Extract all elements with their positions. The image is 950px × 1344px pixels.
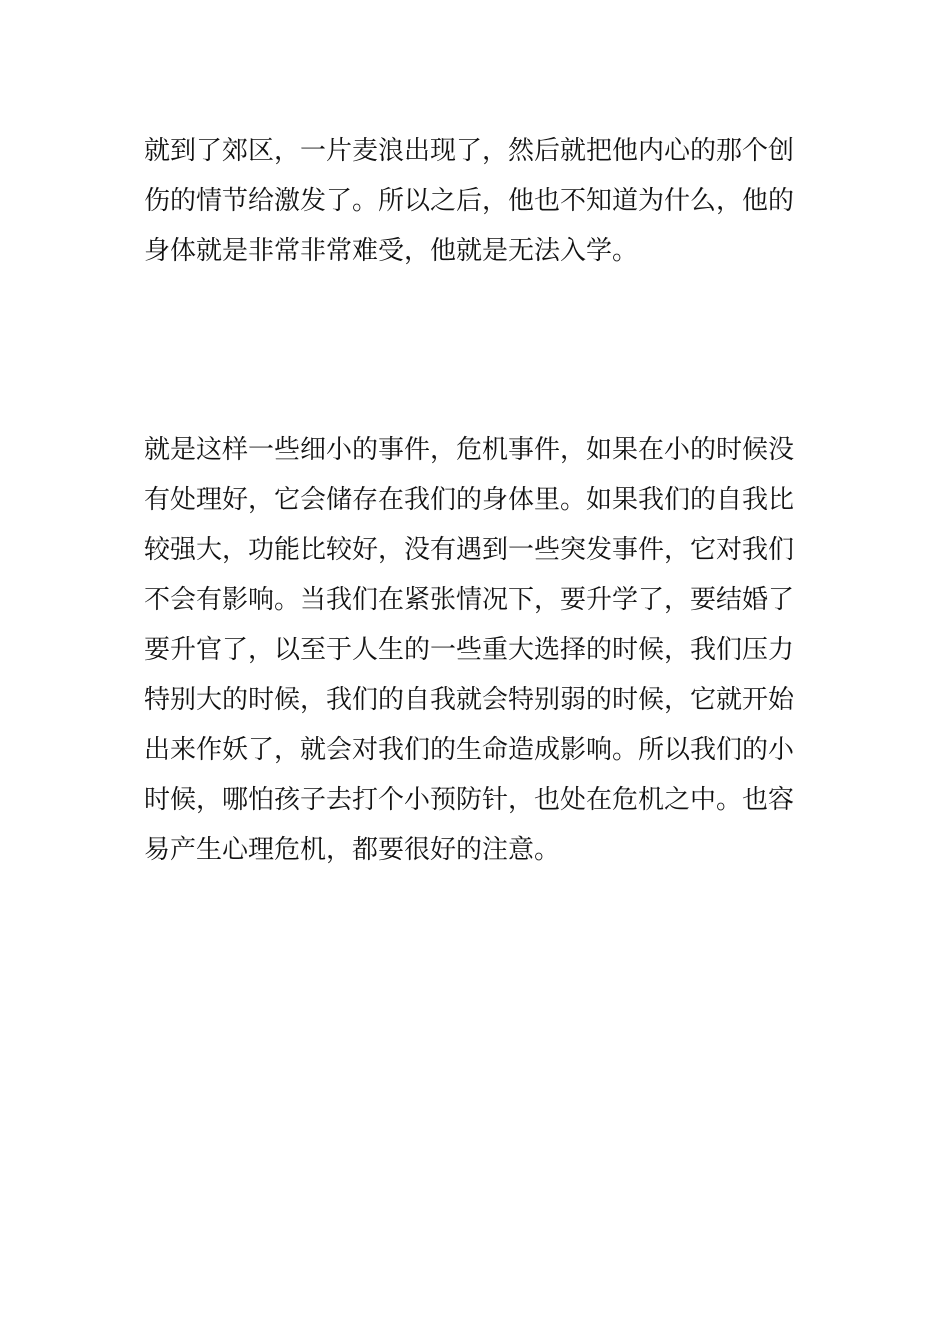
paragraph-1: 就到了郊区，一片麦浪出现了，然后就把他内心的那个创伤的情节给激发了。所以之后，他也不知道为什么，他的身体就是非常非常难受，他就是无法入学。 xyxy=(144,136,795,266)
paragraph-2: 就是这样一些细小的事件，危机事件，如果在小的时候没有处理好，它会储存在我们的身体里。如果我们的自我比较强大，功能比较好，没有遇到一些突发事件，它对我们不会有影响。当我们在紧张情况下，要升学了，要结婚了要升官了，以至于人生的一些重大选择的时候，我们压力特别大的时候，我们的自我就会特别弱的时候，它就开始出来作妖了，就会对我们的生命造成影响。所以我们的小时候，哪怕孩子去打个小预防针，也处在危机之中。也容易产生心理危机，都要很好的注意。 xyxy=(144,435,795,865)
